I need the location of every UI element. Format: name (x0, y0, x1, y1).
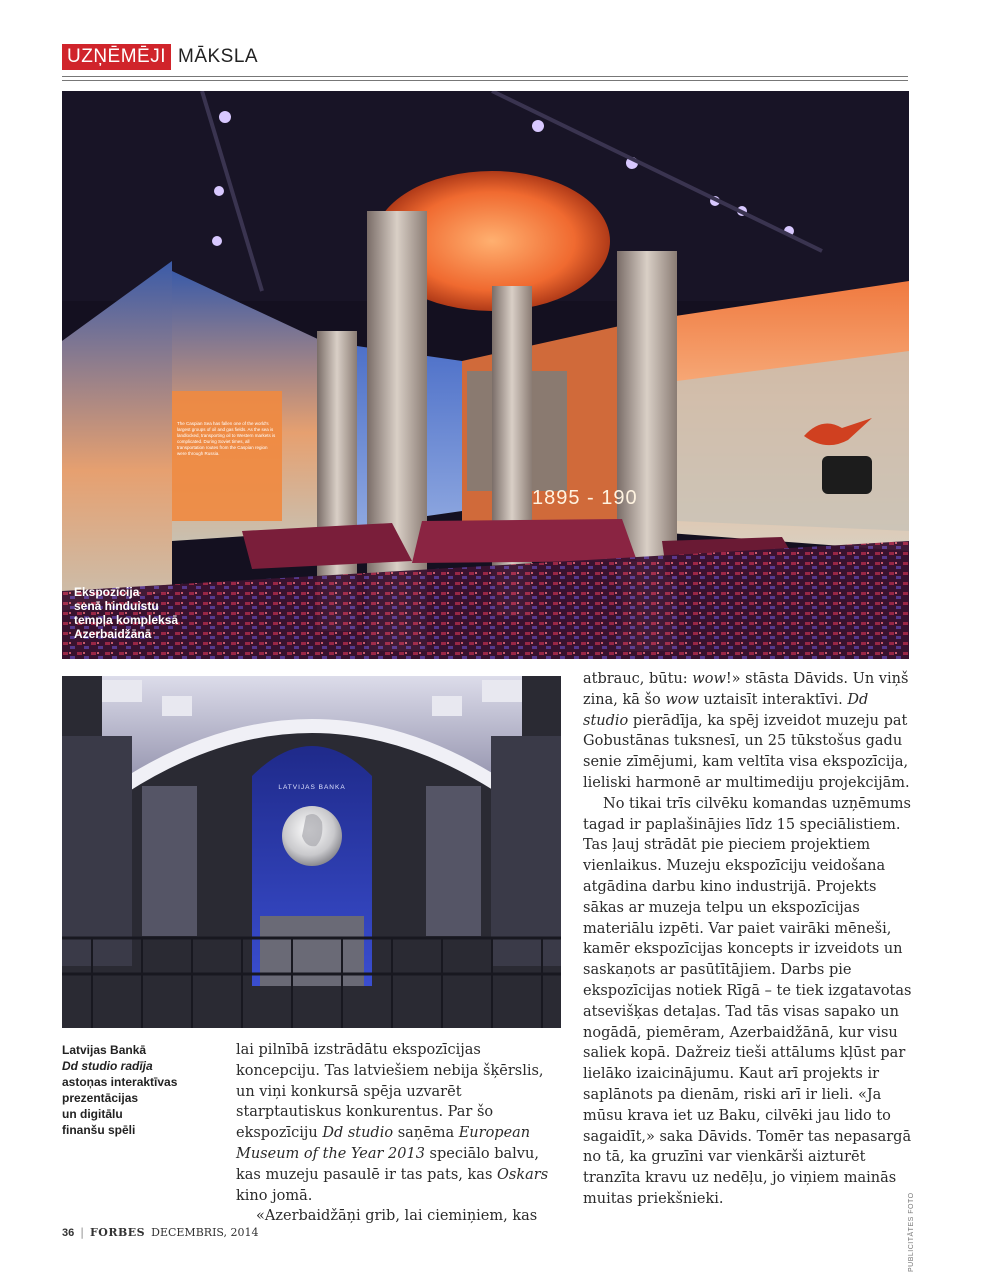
article-paragraph: No tikai trīs cilvēku komandas uzņēmums tagad ir paplašinājies līdz 15 speciālistiem. Tas ļauj strādāt pie pieciem projektiem vienlaikus. Muzeju ekspozīciju veidošana atgādina darbu kino industrijā. Projekts sākas ar muzeja telpu un ekspozīcijas materiālu izpēti. Var paiet vairāki mēneši, kamēr ekspozīcijas koncepts ir izveidots un saskaņots ar pasūtītājiem. Darbs pie ekspozīcijas notiek Rīgā – te tiek izgatavotas atsevišķas detaļas. Tad tās visas sapako un nogādā, piemēram, Azerbaidžānā, kur visu saliek kopā. Dažreiz tieši attālums kļūst par lielāko izaicinājumu. Kaut arī projekts ir saplānots pa dienām, riski arī ir lieli. «Ja mūsu krava iet uz Baku, cilvēki jau lido to sagaidīt,» saka Dāvids. Tomēr tas nepasargā no tā, ka gruzīni var vienkārši aizturēt tranzīta kravu uz nedēļu, jo viņiem mainās muitas priekšnieki. (583, 795, 912, 1207)
caption-line: un digitālu (62, 1107, 123, 1121)
article-column-middle (236, 1040, 566, 1227)
caption-line: Dd studio radīja (62, 1059, 153, 1073)
magazine-name: FORBES (89, 1226, 146, 1239)
section-header (62, 44, 258, 70)
caption-line: senā hinduistu (74, 599, 159, 613)
bank-illustration (62, 676, 561, 1028)
article-paragraph: «Azerbaidžāņi grib, lai ciemiņiem, kas (256, 1208, 538, 1225)
page-number: 36 (62, 1227, 75, 1239)
page-footer (62, 1226, 259, 1239)
footer-separator: | (80, 1226, 84, 1239)
header-rule (62, 76, 908, 77)
header-rule-secondary (62, 80, 908, 81)
photo-credit: PUBLICITĀTES FOTO (908, 1192, 915, 1272)
caption-line: finanšu spēli (62, 1123, 136, 1137)
caption-line: Azerbaidžānā (74, 627, 152, 641)
photo-credit-wrap (908, 1192, 920, 1272)
caption-line: astoņas interaktīvas (62, 1075, 178, 1089)
caption-line: Ekspozīcija (74, 585, 140, 599)
caption-line: tempļa kompleksā (74, 613, 179, 627)
article-paragraph: atbrauc, būtu: wow!» stāsta Dāvids. Un viņš zina, kā šo wow uztaisīt interaktīvi. Dd studio pierādīja, ka spēj izveidot muzeju pat Gobustānas tuksnesī, un 25 tūkstošus gadu senie zīmējumi, kam veltīta visa ekspozīcija, lieliski harmonē ar multimediju projekcijām. (583, 671, 910, 791)
section-label: UZŅĒMĒJI (62, 44, 171, 70)
bank-banner-text: LATVIJAS BANKA (278, 784, 346, 791)
projected-year-text: 1895 - 190 (532, 487, 638, 509)
issue-date: DECEMBRIS, 2014 (151, 1226, 259, 1239)
exhibition-photo-latvijas-banka (62, 676, 561, 1028)
caption-line: Latvijas Bankā (62, 1043, 147, 1057)
photo-caption-azerbaijan (74, 585, 194, 641)
subsection-label: MĀKSLA (178, 46, 259, 67)
article-paragraph: lai pilnībā izstrādātu ekspozīcijas koncepciju. Tas latviešiem nebija šķērslis, un viņi konkursā spēja uzvarēt starptautiskus konkurentus. Par šo ekspozīciju Dd studio saņēma European Museum of the Year 2013 speciālo balvu, kas muzeju pasaulē ir tas pats, kas Oskars kino jomā. (236, 1042, 549, 1204)
article-column-right (583, 669, 913, 1210)
exhibition-illustration (62, 91, 909, 659)
exhibition-photo-azerbaijan (62, 91, 909, 659)
caption-line: prezentācijas (62, 1091, 139, 1105)
projected-panel-text: The Caspian Sea has fallen one of the world's largest groups of oil and gas fields. As the sea is landlocked, transporting oil to Western markets is complicated. During Soviet times, all transportation routes from the Caspian region were through Russia. (177, 421, 276, 456)
photo-caption-bank (62, 1042, 222, 1138)
